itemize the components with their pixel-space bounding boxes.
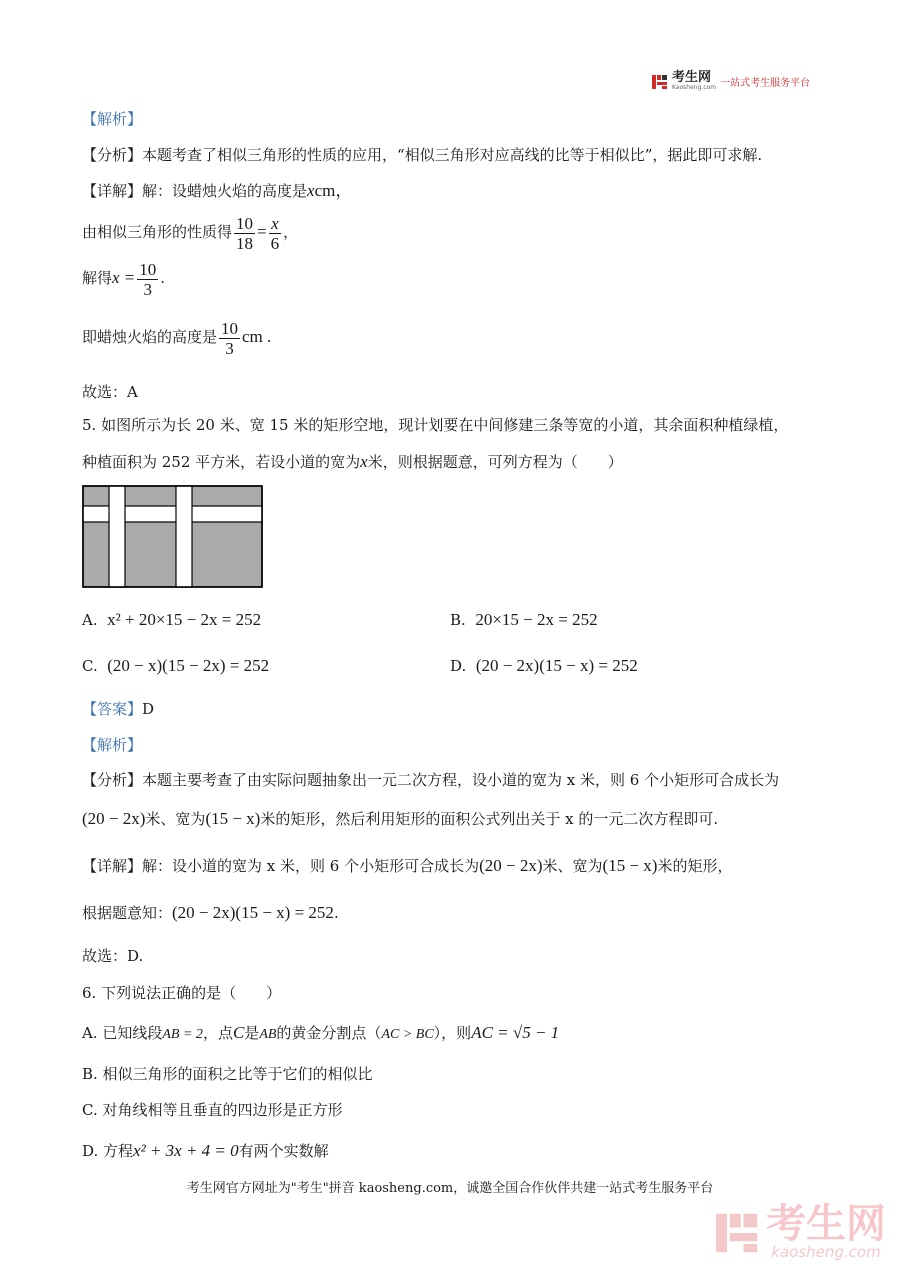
q5-stem-line2-post: 米，则根据题意，可列方程为（ ） xyxy=(367,453,623,471)
q4-step3-unit: cm . xyxy=(242,327,272,346)
q4-answer: 故选：A xyxy=(82,383,138,401)
watermark-name: 考生网 xyxy=(766,1201,886,1247)
q6-a-mid1: ，点 xyxy=(202,1024,233,1042)
q5-fenxi-mid: 米、宽为 xyxy=(145,810,206,828)
q4-step2-end: . xyxy=(160,269,166,287)
q4-step1-text: 由相似三角形的性质得 xyxy=(82,223,233,241)
q5-xiangjie-pre: 解：设小道的宽为 x 米，则 6 个小矩形可合成长为 xyxy=(142,857,480,875)
q5-fenxi-expr1: (20 − 2x) xyxy=(82,809,146,828)
q6-option-c[interactable]: C. 对角线相等且垂直的四边形是正方形 xyxy=(82,1101,343,1119)
q4-step1-eq: = xyxy=(257,222,267,241)
q6-a-cond: AC > BC xyxy=(381,1027,434,1042)
q5-xiangjie xyxy=(82,855,732,877)
frac-numerator: 10 xyxy=(236,213,254,233)
option-expr: (20 − x)(15 − 2x) = 252 xyxy=(107,656,270,675)
q4-unit-cm: cm， xyxy=(314,181,353,200)
q6-d-expr: x² + 3x + 4 = 0 xyxy=(133,1141,239,1160)
q5-answer-value: D xyxy=(142,700,155,718)
q5-xiangjie-tag: 【详解】 xyxy=(82,857,143,875)
q5-stem-line2-pre: 种植面积为 252 平方米，若设小道的宽为 xyxy=(82,453,361,471)
q5-equation xyxy=(82,902,339,924)
q5-option-c[interactable] xyxy=(82,654,269,678)
q5-fenxi-post: 米的矩形，然后利用矩形的面积公式列出关于 x 的一元二次方程即可. xyxy=(260,810,719,828)
logo-domain: Kaosheng.com xyxy=(672,84,717,91)
q4-step2-frac xyxy=(137,260,158,299)
q6-d-post: 有两个实数解 xyxy=(238,1142,329,1160)
q6-stem: 6. 下列说法正确的是（ ） xyxy=(82,984,282,1002)
logo-icon xyxy=(652,73,668,91)
q5-fenxi-text: 本题主要考查了由实际问题抽象出一元二次方程，设小道的宽为 x 米，则 6 个小矩形可合成长为 xyxy=(142,771,780,789)
q4-fenxi-text: 本题考查了相似三角形的性质的应用，“相似三角形对应高线的比等于相似比”，据此即可求解. xyxy=(142,146,763,164)
q5-answer xyxy=(82,698,154,720)
option-expr: 20×15 − 2x = 252 xyxy=(475,610,598,629)
q5-eq-expr: (20 − 2x)(15 − x) = 252 xyxy=(172,903,334,922)
frac-numerator: 10 xyxy=(221,318,239,338)
q4-fenxi xyxy=(82,144,762,166)
header-logo xyxy=(652,72,810,91)
q5-jiexi-heading: 【解析】 xyxy=(82,736,143,754)
q5-fenxi-expr2: (15 − x) xyxy=(205,809,261,828)
watermark-domain: kaosheng.com xyxy=(771,1243,881,1261)
option-expr: (20 − 2x)(15 − x) = 252 xyxy=(475,656,638,675)
frac-denominator: 3 xyxy=(143,279,153,299)
q5-answer-line: 故选：D. xyxy=(82,947,144,965)
q6-a-mid3: 的黄金分割点（ xyxy=(276,1024,382,1042)
q4-step2-lhs: x = xyxy=(112,268,136,287)
option-label: C. xyxy=(82,657,98,675)
q5-eq-end: . xyxy=(333,904,339,922)
q6-a-pre: A. 已知线段 xyxy=(82,1024,163,1042)
q4-step3-text: 即蜡烛火焰的高度是 xyxy=(82,328,218,346)
q4-xiangjie-tag: 【详解】 xyxy=(82,182,143,200)
option-label: A. xyxy=(82,611,98,629)
header-slogan: 一站式考生服务平台 xyxy=(720,78,811,89)
frac-numerator: x xyxy=(269,214,282,234)
q4-step2-text: 解得 xyxy=(82,269,113,287)
q6-a-mid4: ），则 xyxy=(433,1024,472,1042)
q6-a-ab: AB = 2 xyxy=(162,1027,203,1042)
option-expr: x² + 20×15 − 2x = 252 xyxy=(107,610,262,629)
watermark-logo-icon xyxy=(716,1208,760,1258)
q4-var-x: x xyxy=(307,181,315,200)
q6-a-res: AC = √5 − 1 xyxy=(471,1023,560,1042)
frac-denominator: 18 xyxy=(236,233,254,253)
q5-figure xyxy=(82,485,264,593)
q4-fenxi-tag: 【分析】 xyxy=(82,146,143,164)
q4-jiexi-heading: 【解析】 xyxy=(82,110,143,128)
q6-a-c: C xyxy=(232,1023,245,1042)
q5-fenxi-line1 xyxy=(82,769,779,791)
q4-step1-frac1 xyxy=(234,214,255,253)
option-label: B. xyxy=(450,611,466,629)
q5-option-b[interactable] xyxy=(450,608,598,632)
q5-eq-pre: 根据题意知： xyxy=(82,904,173,922)
q6-a-ab2: AB xyxy=(259,1027,277,1042)
q6-a-mid2: 是 xyxy=(244,1024,260,1042)
q4-step1 xyxy=(82,212,298,253)
q5-fenxi-line2 xyxy=(82,808,718,830)
q4-step3-frac xyxy=(219,319,240,358)
q5-option-d[interactable] xyxy=(450,654,638,678)
q4-step3 xyxy=(82,317,271,358)
q5-xiangjie-expr2: (15 − x) xyxy=(602,856,658,875)
q5-xiangjie-post: 米的矩形， xyxy=(657,857,733,875)
frac-numerator: 10 xyxy=(139,259,157,279)
q4-step1-end: ， xyxy=(283,223,299,241)
q5-var-x: x xyxy=(360,452,368,471)
watermark xyxy=(716,1201,886,1261)
q4-xiangjie xyxy=(82,180,352,202)
q6-option-d[interactable] xyxy=(82,1140,329,1162)
logo-name: 考生网 xyxy=(672,70,712,85)
q6-option-a[interactable] xyxy=(82,1022,559,1046)
q6-option-b[interactable]: B. 相似三角形的面积之比等于它们的相似比 xyxy=(82,1065,373,1083)
q5-stem-line1: 5. 如图所示为长 20 米、宽 15 米的矩形空地，现计划要在中间修建三条等宽的小道，其余面积种植绿植， xyxy=(82,416,789,434)
q4-step1-frac2 xyxy=(269,214,282,253)
q5-xiangjie-mid: 米、宽为 xyxy=(542,857,603,875)
option-label: D. xyxy=(450,657,467,675)
q5-xiangjie-expr1: (20 − 2x) xyxy=(479,856,543,875)
q6-d-pre: D. 方程 xyxy=(82,1142,134,1160)
q5-answer-tag: 【答案】 xyxy=(82,700,143,718)
q4-step2 xyxy=(82,258,165,299)
q4-xiangjie-pre: 解：设蜡烛火焰的高度是 xyxy=(142,182,308,200)
frac-denominator: 6 xyxy=(270,233,280,253)
q5-stem-line2 xyxy=(82,451,623,473)
frac-denominator: 3 xyxy=(225,338,234,358)
q5-option-a[interactable] xyxy=(82,608,261,632)
q5-fenxi-tag: 【分析】 xyxy=(82,771,143,789)
page-footer: 考生网官方网址为"考生"拼音 kaosheng.com，诚邀全国合作伙伴共建一站式考生服务平台 xyxy=(186,1181,714,1196)
